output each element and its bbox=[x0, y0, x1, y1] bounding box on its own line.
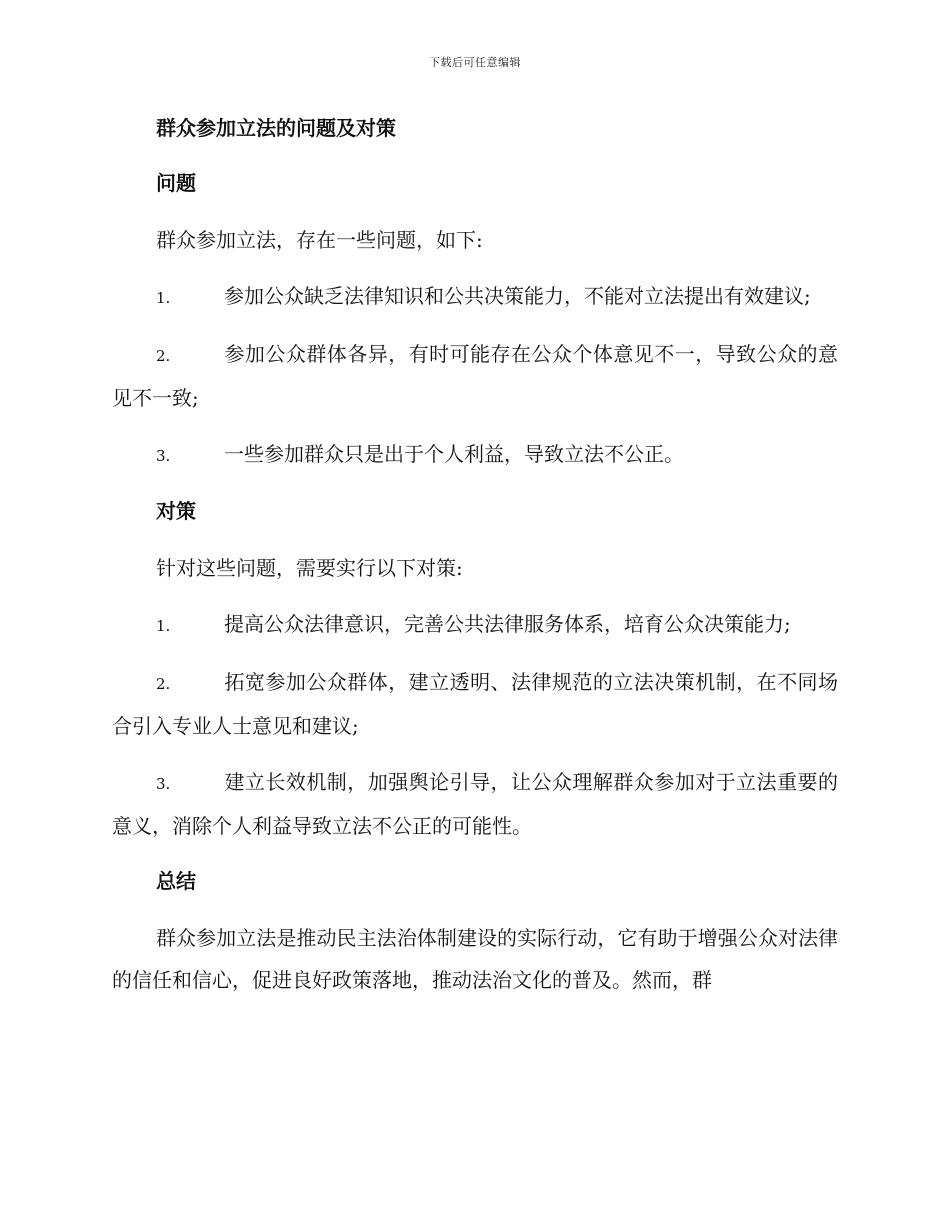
list-number: 3. bbox=[156, 447, 171, 465]
list-number: 2. bbox=[156, 347, 171, 365]
list-item-text: 提高公众法律意识，完善公共法律服务体系，培育公众决策能力; bbox=[224, 612, 791, 636]
list-item-text: 拓宽参加公众群体，建立透明、法律规范的立法决策机制，在不同场合引入专业人士意见和建议; bbox=[112, 670, 838, 738]
section-heading-solutions: 对策 bbox=[156, 499, 196, 523]
problem-item-1 bbox=[112, 275, 838, 319]
section-heading-problems: 问题 bbox=[156, 171, 196, 195]
solution-item-1 bbox=[112, 603, 838, 647]
list-item-text: 一些参加群众只是出于个人利益，导致立法不公正。 bbox=[224, 442, 684, 466]
page-header: 下载后可任意编辑 bbox=[429, 56, 521, 69]
list-item-text: 参加公众群体各异，有时可能存在公众个体意见不一，导致公众的意见不一致; bbox=[112, 342, 838, 410]
section-heading-summary: 总结 bbox=[156, 869, 196, 893]
list-item-text: 建立长效机制，加强舆论引导，让公众理解群众参加对于立法重要的意义，消除个人利益导致立法不公正的可能性。 bbox=[112, 770, 838, 838]
solution-item-3 bbox=[112, 761, 838, 847]
solution-item-2 bbox=[112, 661, 838, 747]
problem-item-3 bbox=[112, 433, 838, 477]
problems-intro: 群众参加立法，存在一些问题，如下: bbox=[156, 228, 483, 252]
list-number: 3. bbox=[156, 775, 171, 793]
problem-item-2 bbox=[112, 333, 838, 419]
list-number: 1. bbox=[156, 617, 171, 635]
document-body bbox=[112, 108, 838, 1015]
list-item-text: 参加公众缺乏法律知识和公共决策能力，不能对立法提出有效建议; bbox=[224, 284, 811, 308]
solutions-intro: 针对这些问题，需要实行以下对策: bbox=[156, 556, 463, 580]
summary-paragraph: 群众参加立法是推动民主法治体制建设的实际行动，它有助于增强公众对法律的信任和信心，促进良好政策落地，推动法治文化的普及。然而，群 bbox=[112, 926, 838, 992]
list-number: 2. bbox=[156, 675, 171, 693]
document-title: 群众参加立法的问题及对策 bbox=[156, 116, 396, 140]
list-number: 1. bbox=[156, 289, 171, 307]
